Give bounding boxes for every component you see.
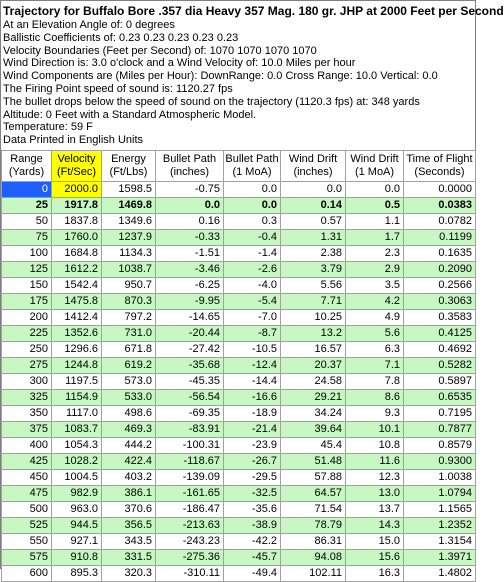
cell-time-of-flight[interactable]: 1.1565 [404,501,476,517]
cell-velocity[interactable]: 1028.2 [52,453,102,469]
cell-wind-drift-inches[interactable]: 13.2 [281,325,346,341]
cell-wind-drift-inches[interactable]: 64.57 [281,485,346,501]
cell-range[interactable]: 400 [2,437,52,453]
ballistic-coefficients-line: Ballistic Coefficients of: 0.23 0.23 0.23 0.23 0.23 [3,31,239,44]
cell-range[interactable]: 75 [2,229,52,245]
cell-time-of-flight[interactable]: 0.3063 [404,293,476,309]
cell-energy[interactable]: 444.2 [102,437,156,453]
cell-wind-drift-inches[interactable]: 102.11 [281,565,346,581]
cell-wind-drift-moa[interactable]: 4.9 [346,309,404,325]
cell-velocity[interactable]: 1004.5 [52,469,102,485]
cell-wind-drift-inches[interactable]: 5.56 [281,277,346,293]
cell-range[interactable]: 300 [2,373,52,389]
cell-wind-drift-inches[interactable]: 86.31 [281,533,346,549]
table-row [2,453,476,469]
cell-bullet-path-moa[interactable]: -49.4 [224,565,281,581]
table-row [2,389,476,405]
cell-wind-drift-moa[interactable]: 13.0 [346,485,404,501]
cell-time-of-flight[interactable]: 0.3583 [404,309,476,325]
cell-range[interactable]: 425 [2,453,52,469]
cell-energy[interactable]: 533.0 [102,389,156,405]
cell-wind-drift-inches[interactable]: 34.24 [281,405,346,421]
cell-time-of-flight[interactable]: 0.5282 [404,357,476,373]
cell-velocity[interactable]: 1684.8 [52,245,102,261]
table-row [2,437,476,453]
cell-energy[interactable]: 950.7 [102,277,156,293]
cell-range[interactable]: 325 [2,389,52,405]
cell-energy[interactable]: 356.5 [102,517,156,533]
cell-bullet-path-inches[interactable]: -27.42 [156,341,224,357]
cell-velocity[interactable]: 1412.4 [52,309,102,325]
cell-bullet-path-moa[interactable]: -8.7 [224,325,281,341]
cell-wind-drift-moa[interactable]: 12.3 [346,469,404,485]
velocity-boundaries-line: Velocity Boundaries (Feet per Second) of: 1070 1070 1070 1070 [3,44,317,57]
elevation-angle-line: At an Elevation Angle of: 0 degrees [3,19,175,31]
cell-bullet-path-moa[interactable]: -10.5 [224,341,281,357]
cell-range[interactable]: 100 [2,245,52,261]
table-row [2,501,476,517]
cell-bullet-path-inches[interactable]: -310.11 [156,565,224,581]
cell-bullet-path-moa[interactable]: -16.6 [224,389,281,405]
cell-bullet-path-moa[interactable]: -35.6 [224,501,281,517]
cell-wind-drift-inches[interactable]: 57.88 [281,469,346,485]
table-row [2,533,476,549]
cell-bullet-path-inches[interactable]: -213.63 [156,517,224,533]
cell-time-of-flight[interactable]: 0.0383 [404,197,476,213]
table-row [2,517,476,533]
temperature-line: Temperature: 59 F [3,121,93,134]
cell-bullet-path-inches[interactable]: -161.65 [156,485,224,501]
cell-bullet-path-moa[interactable]: -29.5 [224,469,281,485]
cell-velocity[interactable]: 1117.0 [52,405,102,421]
cell-wind-drift-inches[interactable]: 20.37 [281,357,346,373]
cell-time-of-flight[interactable]: 0.2090 [404,261,476,277]
cell-bullet-path-moa[interactable]: -23.9 [224,437,281,453]
cell-wind-drift-inches[interactable]: 3.79 [281,261,346,277]
cell-range[interactable]: 225 [2,325,52,341]
cell-bullet-path-moa[interactable]: -45.7 [224,549,281,565]
cell-wind-drift-moa[interactable]: 0.5 [346,197,404,213]
cell-velocity[interactable]: 982.9 [52,485,102,501]
cell-velocity[interactable]: 1083.7 [52,421,102,437]
cell-wind-drift-inches[interactable]: 24.58 [281,373,346,389]
trajectory-table [1,150,476,582]
cell-range[interactable]: 500 [2,501,52,517]
cell-wind-drift-inches[interactable]: 78.79 [281,517,346,533]
cell-bullet-path-moa[interactable]: 0.0 [224,181,281,197]
cell-bullet-path-moa[interactable]: -1.4 [224,245,281,261]
cell-wind-drift-inches[interactable]: 39.64 [281,421,346,437]
cell-bullet-path-inches[interactable]: -100.31 [156,437,224,453]
cell-range[interactable]: 175 [2,293,52,309]
table-row [2,421,476,437]
cell-energy[interactable]: 1038.7 [102,261,156,277]
cell-bullet-path-inches[interactable]: 0.16 [156,213,224,229]
cell-velocity[interactable]: 1837.8 [52,213,102,229]
cell-velocity[interactable]: 1296.6 [52,341,102,357]
cell-energy[interactable]: 422.4 [102,453,156,469]
cell-bullet-path-moa[interactable]: -18.9 [224,405,281,421]
cell-velocity[interactable]: 1917.8 [52,197,102,213]
cell-bullet-path-inches[interactable]: -35.68 [156,357,224,373]
table-row [2,325,476,341]
cell-range[interactable]: 375 [2,421,52,437]
cell-time-of-flight[interactable]: 1.2352 [404,517,476,533]
cell-bullet-path-inches[interactable]: -9.95 [156,293,224,309]
cell-bullet-path-moa[interactable]: -32.5 [224,485,281,501]
cell-time-of-flight[interactable]: 1.0794 [404,485,476,501]
wind-components-line: Wind Components are (Miles per Hour): DownRange: 0.0 Cross Range: 10.0 Vertical: 0.0 [3,70,438,83]
table-row [2,469,476,485]
table-header-row [2,150,476,181]
cell-bullet-path-inches[interactable]: -118.67 [156,453,224,469]
table-row [2,565,476,581]
table-row [2,261,476,277]
cell-bullet-path-inches[interactable]: -0.33 [156,229,224,245]
cell-bullet-path-inches[interactable]: -275.36 [156,549,224,565]
cell-bullet-path-inches[interactable]: -3.46 [156,261,224,277]
cell-bullet-path-inches[interactable]: -1.51 [156,245,224,261]
cell-wind-drift-inches[interactable]: 2.38 [281,245,346,261]
cell-energy[interactable]: 1237.9 [102,229,156,245]
cell-time-of-flight[interactable]: 0.2566 [404,277,476,293]
cell-velocity[interactable]: 1475.8 [52,293,102,309]
cell-bullet-path-moa[interactable]: -38.9 [224,517,281,533]
cell-wind-drift-moa[interactable]: 1.7 [346,229,404,245]
cell-bullet-path-moa[interactable]: -4.0 [224,277,281,293]
cell-wind-drift-moa[interactable]: 9.3 [346,405,404,421]
cell-wind-drift-inches[interactable]: 0.0 [281,181,346,197]
cell-wind-drift-inches[interactable]: 71.54 [281,501,346,517]
cell-wind-drift-moa[interactable]: 5.6 [346,325,404,341]
header-bullet-path-inches[interactable]: Bullet Path (inches) [156,150,224,181]
cell-energy[interactable]: 469.3 [102,421,156,437]
cell-range[interactable]: 350 [2,405,52,421]
cell-wind-drift-moa[interactable]: 15.6 [346,549,404,565]
cell-wind-drift-moa[interactable]: 7.8 [346,373,404,389]
cell-wind-drift-inches[interactable]: 0.57 [281,213,346,229]
header-wind-drift-moa[interactable]: Wind Drift (1 MoA) [346,150,404,181]
cell-energy[interactable]: 403.2 [102,469,156,485]
cell-wind-drift-moa[interactable]: 2.3 [346,245,404,261]
cell-bullet-path-moa[interactable]: -42.2 [224,533,281,549]
cell-time-of-flight[interactable]: 0.5897 [404,373,476,389]
cell-range[interactable]: 600 [2,565,52,581]
cell-velocity[interactable]: 1760.0 [52,229,102,245]
cell-wind-drift-moa[interactable]: 15.0 [346,533,404,549]
table-row [2,309,476,325]
header-velocity[interactable]: Velocity (Ft/Sec) [52,150,102,181]
cell-bullet-path-inches[interactable]: -83.91 [156,421,224,437]
cell-bullet-path-inches[interactable]: -243.23 [156,533,224,549]
wind-direction-line: Wind Direction is: 3.0 o'clock and a Wind Velocity of: 10.0 Miles per hour [3,57,356,70]
cell-wind-drift-inches[interactable]: 7.71 [281,293,346,309]
cell-time-of-flight[interactable]: 1.3154 [404,533,476,549]
table-row [2,341,476,357]
speed-of-sound-line: The Firing Point speed of sound is: 1120.27 fps [3,82,233,95]
cell-range[interactable]: 200 [2,309,52,325]
cell-time-of-flight[interactable]: 0.8579 [404,437,476,453]
cell-velocity[interactable]: 1244.8 [52,357,102,373]
cell-range[interactable]: 50 [2,213,52,229]
cell-velocity[interactable]: 963.0 [52,501,102,517]
table-row [2,197,476,213]
cell-energy[interactable]: 498.6 [102,405,156,421]
cell-range[interactable]: 150 [2,277,52,293]
cell-wind-drift-inches[interactable]: 0.14 [281,197,346,213]
cell-energy[interactable]: 573.0 [102,373,156,389]
table-row [2,373,476,389]
cell-range[interactable]: 275 [2,357,52,373]
cell-bullet-path-moa[interactable]: -5.4 [224,293,281,309]
cell-energy[interactable]: 331.5 [102,549,156,565]
cell-velocity[interactable]: 1054.3 [52,437,102,453]
cell-range[interactable]: 575 [2,549,52,565]
cell-velocity[interactable]: 2000.0 [52,181,102,197]
cell-bullet-path-moa[interactable]: -2.6 [224,261,281,277]
cell-wind-drift-moa[interactable]: 2.9 [346,261,404,277]
subsonic-drop-line: The bullet drops below the speed of sound on the trajectory (1120.3 fps) at: 348 yards [3,95,420,108]
cell-wind-drift-moa[interactable]: 0.0 [346,181,404,197]
cell-time-of-flight[interactable]: 0.6535 [404,389,476,405]
cell-bullet-path-moa[interactable]: -26.7 [224,453,281,469]
cell-time-of-flight[interactable]: 0.7195 [404,405,476,421]
cell-energy[interactable]: 1134.3 [102,245,156,261]
cell-wind-drift-inches[interactable]: 51.48 [281,453,346,469]
cell-range[interactable]: 475 [2,485,52,501]
cell-bullet-path-inches[interactable]: -20.44 [156,325,224,341]
cell-wind-drift-inches[interactable]: 1.31 [281,229,346,245]
cell-time-of-flight[interactable]: 0.9300 [404,453,476,469]
cell-bullet-path-moa[interactable]: -7.0 [224,309,281,325]
header-wind-drift-inches[interactable]: Wind Drift (inches) [281,150,346,181]
table-row [2,181,476,197]
cell-velocity[interactable]: 1352.6 [52,325,102,341]
header-energy[interactable]: Energy (Ft/Lbs) [102,150,156,181]
cell-wind-drift-moa[interactable]: 14.3 [346,517,404,533]
cell-wind-drift-inches[interactable]: 29.21 [281,389,346,405]
cell-range[interactable]: 25 [2,197,52,213]
cell-bullet-path-moa[interactable]: -21.4 [224,421,281,437]
table-row [2,245,476,261]
cell-velocity[interactable]: 1154.9 [52,389,102,405]
cell-wind-drift-moa[interactable]: 10.1 [346,421,404,437]
cell-bullet-path-moa[interactable]: -0.4 [224,229,281,245]
table-row [2,357,476,373]
cell-wind-drift-inches[interactable]: 16.57 [281,341,346,357]
cell-bullet-path-inches[interactable]: -6.25 [156,277,224,293]
cell-wind-drift-moa[interactable]: 7.1 [346,357,404,373]
cell-bullet-path-moa[interactable]: 0.0 [224,197,281,213]
table-row [2,405,476,421]
cell-time-of-flight[interactable]: 1.0038 [404,469,476,485]
cell-time-of-flight[interactable]: 0.4125 [404,325,476,341]
cell-range[interactable]: 525 [2,517,52,533]
cell-range[interactable]: 550 [2,533,52,549]
cell-time-of-flight[interactable]: 1.4802 [404,565,476,581]
cell-time-of-flight[interactable]: 0.1635 [404,245,476,261]
cell-energy[interactable]: 671.8 [102,341,156,357]
info-header [1,1,504,147]
header-range[interactable]: Range (Yards) [2,150,52,181]
cell-bullet-path-inches[interactable]: -69.35 [156,405,224,421]
cell-wind-drift-moa[interactable]: 8.6 [346,389,404,405]
cell-wind-drift-moa[interactable]: 16.3 [346,565,404,581]
table-row [2,549,476,565]
cell-energy[interactable]: 343.5 [102,533,156,549]
cell-energy[interactable]: 797.2 [102,309,156,325]
cell-time-of-flight[interactable]: 0.1199 [404,229,476,245]
table-body [2,181,476,581]
cell-range[interactable]: 125 [2,261,52,277]
cell-range[interactable]: 250 [2,341,52,357]
cell-velocity[interactable]: 1612.2 [52,261,102,277]
cell-wind-drift-moa[interactable]: 6.3 [346,341,404,357]
cell-velocity[interactable]: 927.1 [52,533,102,549]
cell-velocity[interactable]: 944.5 [52,517,102,533]
cell-energy[interactable]: 870.3 [102,293,156,309]
header-bullet-path-moa[interactable]: Bullet Path (1 MoA) [224,150,281,181]
cell-bullet-path-moa[interactable]: 0.3 [224,213,281,229]
cell-velocity[interactable]: 895.3 [52,565,102,581]
cell-bullet-path-inches[interactable]: -14.65 [156,309,224,325]
cell-wind-drift-inches[interactable]: 94.08 [281,549,346,565]
cell-range[interactable]: 0 [2,181,52,197]
cell-bullet-path-moa[interactable]: -14.4 [224,373,281,389]
cell-energy[interactable]: 1469.8 [102,197,156,213]
cell-wind-drift-moa[interactable]: 10.8 [346,437,404,453]
cell-wind-drift-moa[interactable]: 3.5 [346,277,404,293]
cell-wind-drift-inches[interactable]: 10.25 [281,309,346,325]
cell-energy[interactable]: 1349.6 [102,213,156,229]
cell-bullet-path-inches[interactable]: -186.47 [156,501,224,517]
cell-velocity[interactable]: 1197.5 [52,373,102,389]
cell-wind-drift-moa[interactable]: 1.1 [346,213,404,229]
cell-wind-drift-moa[interactable]: 11.6 [346,453,404,469]
cell-bullet-path-moa[interactable]: -12.4 [224,357,281,373]
cell-wind-drift-moa[interactable]: 13.7 [346,501,404,517]
table-row [2,229,476,245]
table-row [2,213,476,229]
cell-velocity[interactable]: 1542.4 [52,277,102,293]
cell-bullet-path-inches[interactable]: 0.0 [156,197,224,213]
cell-velocity[interactable]: 910.8 [52,549,102,565]
cell-bullet-path-inches[interactable]: -0.75 [156,181,224,197]
cell-energy[interactable]: 370.6 [102,501,156,517]
cell-energy[interactable]: 1598.5 [102,181,156,197]
cell-bullet-path-inches[interactable]: -45.35 [156,373,224,389]
cell-range[interactable]: 450 [2,469,52,485]
cell-energy[interactable]: 731.0 [102,325,156,341]
cell-bullet-path-inches[interactable]: -56.54 [156,389,224,405]
cell-time-of-flight[interactable]: 0.0000 [404,181,476,197]
cell-wind-drift-inches[interactable]: 45.4 [281,437,346,453]
cell-energy[interactable]: 320.3 [102,565,156,581]
cell-time-of-flight[interactable]: 0.7877 [404,421,476,437]
units-line: Data Printed in English Units [3,134,144,147]
cell-time-of-flight[interactable]: 0.4692 [404,341,476,357]
cell-time-of-flight[interactable]: 1.3971 [404,549,476,565]
table-row [2,485,476,501]
cell-time-of-flight[interactable]: 0.0782 [404,213,476,229]
cell-energy[interactable]: 619.2 [102,357,156,373]
table-row [2,277,476,293]
table-row [2,293,476,309]
cell-energy[interactable]: 386.1 [102,485,156,501]
header-time-of-flight[interactable]: Time of Flight (Seconds) [404,150,476,181]
page-title: Trajectory for Buffalo Bore .357 dia Heavy 357 Mag. 180 gr. JHP at 2000 Feet per Second [3,4,504,18]
altitude-line: Altitude: 0 Feet with a Standard Atmospheric Model. [3,108,257,121]
cell-wind-drift-moa[interactable]: 4.2 [346,293,404,309]
cell-bullet-path-inches[interactable]: -139.09 [156,469,224,485]
